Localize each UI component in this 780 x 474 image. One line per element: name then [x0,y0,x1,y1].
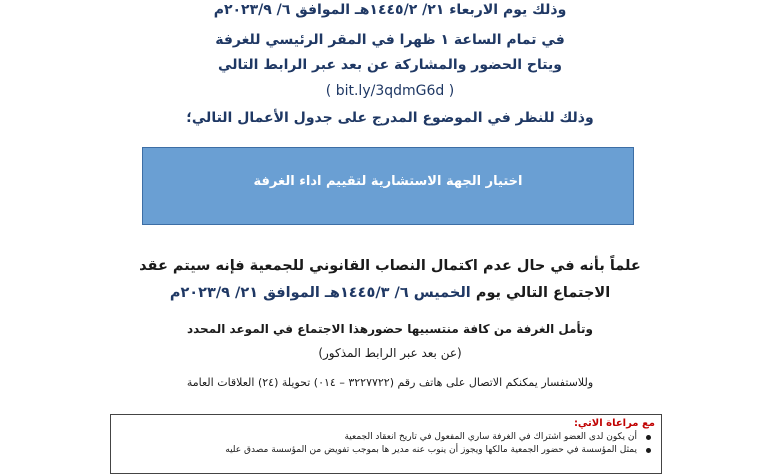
list-item [117,444,637,457]
contact-line: وللاستفسار يمكنكم الاتصال على هاتف رقم (٣٢٢٧٧٢٢ – ٠١٤) تحويلة (٢٤) العلاقات العامة [186,376,594,389]
note-text: أن يكون لدى العضو اشتراك في الغرفة ساري المفعول في تاريخ انعقاد الجمعية [344,432,637,442]
quorum-line-2-prefix: الاجتماع التالي يوم [475,285,611,301]
quorum-line-2 [0,285,780,301]
notes-box [110,414,662,474]
meeting-time-line: في تمام الساعة ١ ظهرا في المقر الرئيسي للغرفة [215,32,565,48]
second-meeting-date: الخميس ٦/ ١٤٤٥/٣هـ الموافق ٢١/ ٢٠٢٣/٩م [169,285,471,301]
quorum-line-1: علماً بأنه في حال عدم اكتمال النصاب القانوني للجمعية فإنه سيتم عقد [139,258,641,274]
notes-list [117,431,655,457]
agenda-box [142,147,634,225]
meeting-link[interactable]: ( bit.ly/3qdmG6d ) [325,83,455,99]
note-text: يمثل المؤسسة في حضور الجمعية مالكها ويجوز أن ينوب عنه مدير ها بموجب تفويض من المؤسسة مصدق عليه [225,445,637,455]
invite-line-1: وتأمل الغرفة من كافة منتسبيها حضورهذا الاجتماع في الموعد المحدد [186,322,594,336]
bullet-icon [646,448,651,453]
remote-attendance-line: ويتاح الحضور والمشاركة عن بعد عبر الرابط التالي [218,57,562,73]
invite-line-2: (عن بعد عبر الرابط المذكور) [318,346,462,360]
list-item [117,431,637,444]
bullet-icon [646,435,651,440]
agenda-item: اختيار الجهة الاستشارية لتقييم اداء الغرفة [253,174,523,189]
notes-title: مع مراعاة الاتي: [573,418,655,429]
meeting-date-line: وذلك يوم الاربعاء ٢١/ ١٤٤٥/٢هـ الموافق ٦/ ٢٠٢٣/٩م [213,2,567,18]
agenda-intro-line: وذلك للنظر في الموضوع المدرج على جدول الأعمال التالي؛ [186,110,594,126]
